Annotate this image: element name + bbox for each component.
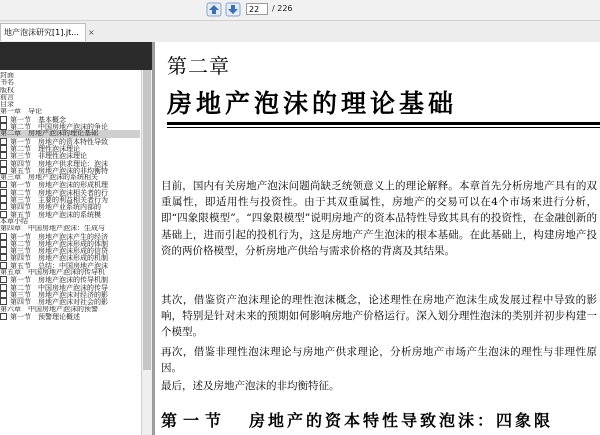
bookmark-node-icon: [0, 313, 7, 320]
bookmark-node-icon: [0, 189, 7, 196]
next-page-icon[interactable]: [225, 2, 241, 17]
bookmark-node-icon: [0, 284, 7, 291]
toc-item[interactable]: [0, 291, 140, 298]
sidebar-scroll-thumb[interactable]: [143, 70, 151, 370]
bookmark-node-icon: [0, 247, 7, 254]
section-title: 房地产的资本特性导致泡沫：四象限: [249, 411, 554, 430]
toc-item-label: 第二节 房地产泡沫相关者的行: [10, 188, 108, 197]
paragraph-intro: 目前，国内有关房地产泡沫问题尚缺乏统领意义上的理论解释。本章首先分析房地产具有的双重属性，即适用性与投资性。由于其双重属性，房地产的交易可以在4个市场来进行分析，即“四象限模型”。“四象限模型”说明房地产的资本品特性导致其具有的投资性，在金融创新的基础上，进而引起的投机行为，这是房地产产生泡沫的根本基础。在此基础上，构建房地产投资的两价格模型，分析房地产供给与需求价格的背离及其结果。: [161, 180, 597, 257]
document-tab[interactable]: 地产泡沫研究[1].jt...: [0, 23, 86, 41]
toc-item-label: 版权: [0, 86, 14, 94]
toc-item[interactable]: [0, 181, 140, 188]
bookmark-node-icon: [0, 145, 7, 152]
toc-item-label: 第二节 中国房地产泡沫的争论: [10, 123, 108, 131]
toc-item-label: 第三节 主要的利益相关者行为: [10, 196, 108, 204]
bookmark-node-icon: [0, 138, 7, 145]
toc-item[interactable]: [0, 189, 140, 196]
toc-item-label: 第一节 房地产的资本特性导致: [10, 137, 108, 145]
bookmark-node-icon: [0, 196, 7, 203]
bookmark-node-icon: [0, 116, 7, 123]
toc-item[interactable]: [0, 87, 140, 94]
toc-item-label: 封面: [0, 72, 14, 79]
paragraph-fourth: 最后，述及房地产泡沫的非均衡特征。: [161, 380, 340, 392]
bookmark-node-icon: [0, 262, 7, 269]
toc-item[interactable]: [0, 254, 140, 261]
bookmark-node-icon: [0, 291, 7, 298]
toc-item-label: 第三节 房地产泡沫形成的信贷: [10, 247, 108, 255]
toc-item[interactable]: [0, 211, 140, 218]
toc-item-label: 第一节 房地产泡沫产生的经济: [10, 232, 108, 240]
toc-item-label: 前言: [0, 93, 14, 101]
toc-item-label: 第一节 基本概念: [10, 115, 66, 124]
previous-page-icon[interactable]: [206, 2, 222, 17]
toc-item[interactable]: [0, 298, 140, 305]
toc-item-label: 第三节 房地产泡沫对经济的影: [10, 290, 108, 299]
toc-item[interactable]: [0, 167, 140, 174]
toc-item-label: 第四节 房地产泡沫对社会的影: [10, 298, 108, 306]
toc-item-label: 第五章 中国房地产泡沫的传导机: [0, 269, 105, 277]
toc-item-label: 第五节 房地产泡沫的系统模: [10, 210, 101, 218]
toc-item[interactable]: [0, 276, 140, 283]
toc-item[interactable]: [0, 94, 140, 101]
toc-item[interactable]: [0, 262, 140, 269]
toc-item-label: 第一节 房地产泡沫的传导机制: [10, 276, 108, 284]
toc-item[interactable]: [0, 108, 140, 115]
bookmark-node-icon: [0, 233, 7, 240]
toc-item-label: 第二节 房地产泡沫形成的体制: [10, 239, 108, 248]
toc-item[interactable]: [0, 203, 140, 210]
paragraph-third: 再次，借鉴非理性泡沫理论与房地产供求理论，分析房地产市场产生泡沫的理性与非理性原因。: [161, 346, 597, 375]
toc-item[interactable]: [0, 240, 140, 247]
bookmark-node-icon: [0, 123, 7, 130]
toc-item-label: 第三章 房地产泡沫的系统相关: [0, 174, 98, 182]
bookmark-node-icon: [0, 276, 7, 283]
bookmark-node-icon: [0, 152, 7, 159]
section-number: 第一节: [161, 411, 228, 430]
bookmark-node-icon: [0, 254, 7, 261]
toc-item[interactable]: [0, 116, 140, 123]
toc-item[interactable]: [0, 123, 140, 130]
toc-item-label: 第二节 理性泡沫理论: [10, 144, 80, 153]
toc-item-label: 第四节 房地产供求理论：泡沫: [10, 159, 108, 167]
document-page: [155, 42, 600, 435]
toc-item-label: 第二节 中国房地产泡沫的传导: [10, 283, 108, 291]
sidebar-scrollbar[interactable]: [141, 70, 152, 435]
toc-item[interactable]: [0, 313, 140, 320]
bookmark-node-icon: [0, 160, 7, 167]
toc-item-label: 本章小结: [0, 217, 28, 225]
toc-item-label: 第四章 中国房地产泡沫：生成与: [0, 225, 105, 233]
toc-item-label: 第四节 房地产业系统内部的: [10, 203, 101, 211]
toc-item[interactable]: [0, 218, 140, 225]
toc-item[interactable]: [0, 72, 140, 79]
toc-item[interactable]: [0, 130, 140, 137]
toc-item-label: 第六章 中国房地产泡沫的预警: [0, 305, 98, 313]
page-total: / 226: [272, 4, 293, 13]
bookmark-node-icon: [0, 203, 7, 210]
toc-item-label: 第三节 非理性泡沫理论: [10, 152, 87, 160]
toc-item[interactable]: [0, 145, 140, 152]
toc-item-label: 目录: [0, 101, 14, 109]
title-rule-thin: [167, 127, 600, 128]
toolbar: [0, 0, 600, 21]
toc-item-label: 第四节 房地产泡沫形成的机制: [10, 254, 108, 262]
bookmark-node-icon: [0, 298, 7, 305]
bookmark-node-icon: [0, 181, 7, 188]
toc-item[interactable]: [0, 306, 140, 313]
toc-item[interactable]: [0, 225, 140, 232]
page-number-input[interactable]: 22: [246, 3, 268, 15]
toc-item-label: 第二章 房地产泡沫的理论基础: [0, 130, 98, 138]
toc-item-label: 书名: [0, 79, 14, 87]
toc-item[interactable]: [0, 247, 140, 254]
toc-item[interactable]: [0, 138, 140, 145]
toc-item[interactable]: [0, 101, 140, 108]
paragraph-second: 其次，借鉴资产泡沫理论的理性泡沫概念，论述理性在房地产泡沫生成发展过程中导致的影响，特别是针对未来的预期如何影响房地产价格运行。深入划分理性泡沫的类别并初步构建一个模型。: [161, 294, 597, 339]
bookmarks-sidebar: [0, 42, 152, 435]
toc-item[interactable]: [0, 160, 140, 167]
toc-item-label: 第一章 导论: [0, 108, 42, 116]
sidebar-header: [0, 42, 152, 70]
toc-item-label: 第一节 预警理论概述: [10, 312, 80, 321]
toc-item[interactable]: [0, 233, 140, 240]
chapter-title: 房地产泡沫的理论基础: [167, 89, 458, 118]
tab-strip: [0, 21, 600, 43]
title-rule: [167, 122, 600, 125]
bookmark-node-icon: [0, 167, 7, 174]
toc-item[interactable]: [0, 196, 140, 203]
toc-item[interactable]: [0, 269, 140, 276]
chapter-label: 第二章: [167, 54, 230, 78]
section-heading: [161, 408, 553, 431]
toc-item-label: 第五节 房地产泡沫的非均衡特: [10, 166, 108, 175]
bookmark-node-icon: [0, 211, 7, 218]
close-tab-icon[interactable]: ×: [88, 28, 95, 37]
toc-item[interactable]: [0, 174, 140, 181]
table-of-contents: [0, 72, 140, 320]
toc-item[interactable]: [0, 152, 140, 159]
toc-item[interactable]: [0, 79, 140, 86]
toc-item-label: 第五节 总结：中国房地产泡沫: [10, 261, 108, 270]
bookmark-node-icon: [0, 240, 7, 247]
toc-item-label: 第一节 房地产泡沫的形成机理: [10, 181, 108, 189]
toc-item[interactable]: [0, 284, 140, 291]
